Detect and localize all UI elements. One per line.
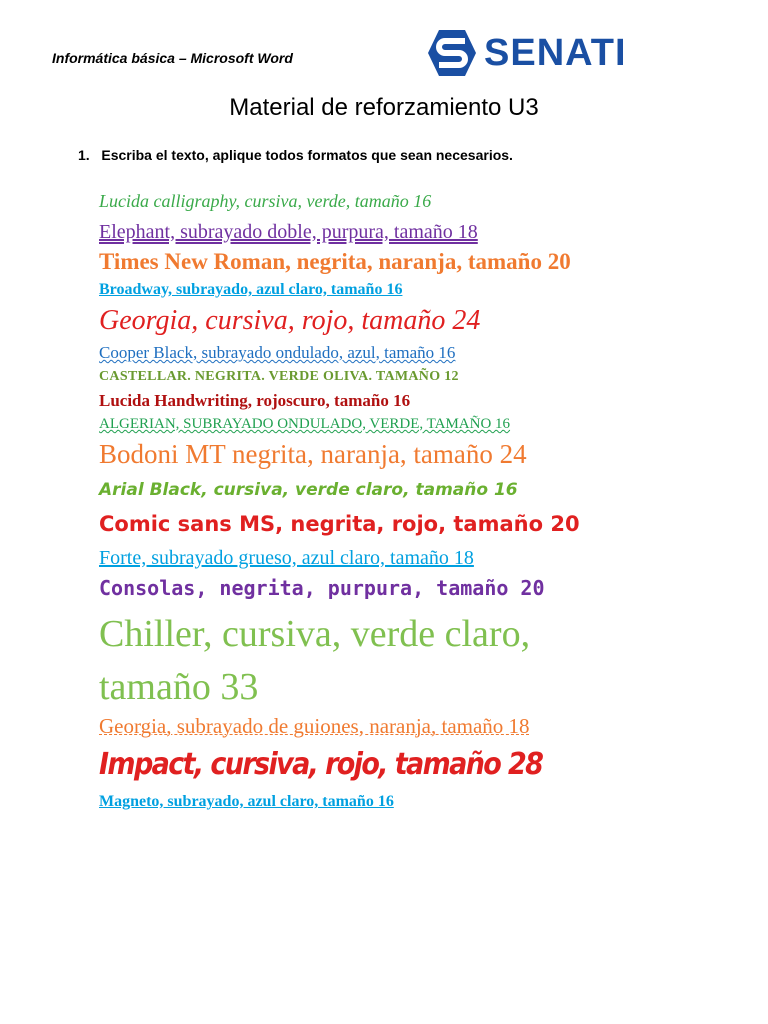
senati-logo-icon <box>426 28 478 78</box>
format-line-11: Arial Black, cursiva, verde claro, tamaño 16 <box>99 480 518 500</box>
format-line-5: Georgia, cursiva, rojo, tamaño 24 <box>99 305 481 336</box>
format-line-18: Impact, cursiva, rojo, tamaño 28 <box>99 747 543 782</box>
page-title: Material de reforzamiento U3 <box>229 94 539 121</box>
format-line-13: Forte, subrayado grueso, azul claro, tamaño 18 <box>99 547 474 569</box>
format-line-8: Lucida Handwriting, rojoscuro, tamaño 16 <box>99 391 411 410</box>
senati-logo <box>426 28 627 78</box>
format-line-12: Comic sans MS, negrita, rojo, tamaño 20 <box>99 512 580 536</box>
instruction-text: Escriba el texto, aplique todos formatos que sean necesarios. <box>101 147 513 163</box>
format-line-4: Broadway, subrayado, azul claro, tamaño 16 <box>99 281 403 298</box>
format-line-15: Chiller, cursiva, verde claro, <box>99 613 531 655</box>
logo-text: SENATI <box>484 31 627 74</box>
format-line-6: Cooper Black, subrayado ondulado, azul, tamaño 16 <box>99 343 456 362</box>
instruction-number: 1. <box>78 147 90 163</box>
instruction <box>78 147 513 163</box>
format-line-7: CASTELLAR. NEGRITA. VERDE OLIVA. TAMAÑO 12 <box>99 369 459 384</box>
format-line-1: Lucida calligraphy, cursiva, verde, tamaño 16 <box>99 191 432 211</box>
header-subtitle: Informática básica – Microsoft Word <box>52 50 293 66</box>
format-line-16: tamaño 33 <box>99 666 259 708</box>
format-line-9: ALGERIAN, SUBRAYADO ONDULADO, VERDE, TAMAÑO 16 <box>99 416 511 432</box>
format-line-17: Georgia, subrayado de guiones, naranja, tamaño 18 <box>99 714 530 738</box>
format-line-14: Consolas, negrita, purpura, tamaño 20 <box>99 576 545 600</box>
format-line-3: Times New Roman, negrita, naranja, tamaño 20 <box>99 249 571 274</box>
format-line-10: Bodoni MT negrita, naranja, tamaño 24 <box>99 439 527 469</box>
format-line-19: Magneto, subrayado, azul claro, tamaño 16 <box>99 793 394 810</box>
format-line-2: Elephant, subrayado doble, purpura, tamaño 18 <box>99 221 478 243</box>
